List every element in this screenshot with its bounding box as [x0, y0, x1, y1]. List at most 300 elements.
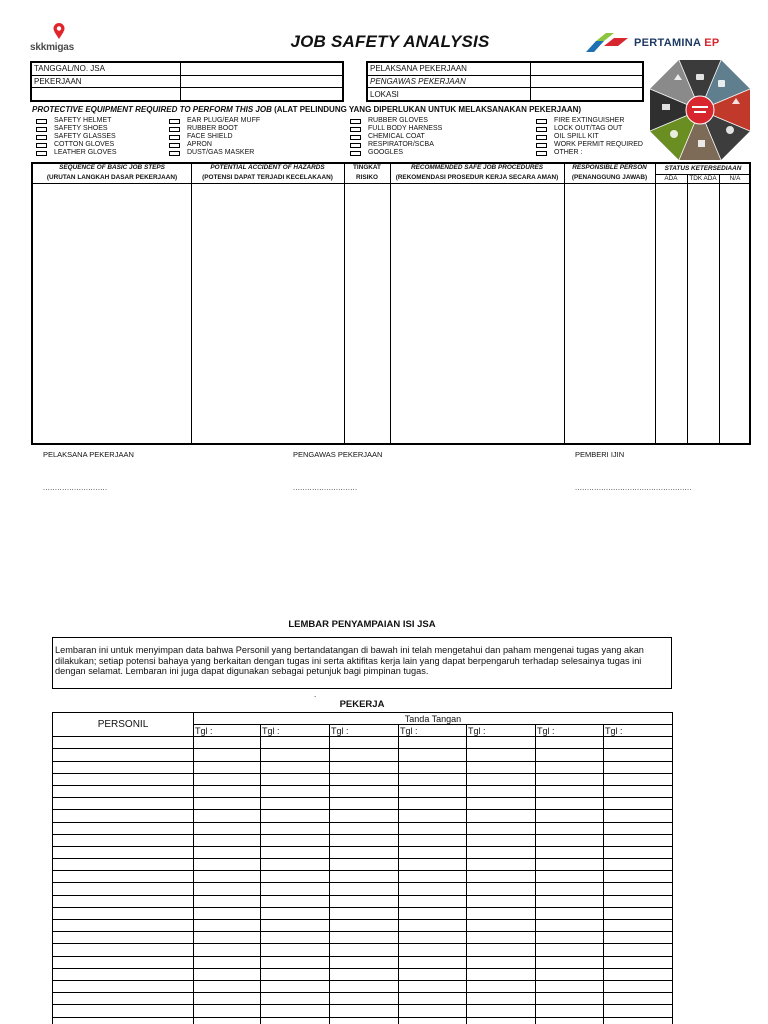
signature-cell[interactable]: [194, 980, 261, 992]
table-row: [53, 932, 673, 944]
personil-name-cell[interactable]: [53, 834, 194, 846]
signature-cell[interactable]: [604, 871, 673, 883]
signature-cell[interactable]: [399, 773, 467, 785]
table-row: [53, 834, 673, 846]
signature-cell[interactable]: [399, 761, 467, 773]
signature-cell[interactable]: [604, 785, 673, 797]
sig-line-pengawas[interactable]: ...........................: [293, 483, 358, 492]
signature-cell[interactable]: [194, 785, 261, 797]
sig-label-pelaksana: PELAKSANA PEKERJAAN: [43, 450, 134, 459]
ppe-item[interactable]: FACE SHIELD: [169, 133, 260, 141]
signature-cell[interactable]: [467, 1005, 536, 1017]
tgl-header[interactable]: Tgl :: [330, 725, 399, 737]
signature-cell[interactable]: [194, 920, 261, 932]
ppe-checkbox[interactable]: [350, 151, 361, 156]
tgl-header[interactable]: Tgl :: [536, 725, 604, 737]
ppe-checkbox[interactable]: [36, 119, 47, 124]
signature-cell[interactable]: [330, 920, 399, 932]
safety-octagon-icon: [648, 58, 752, 162]
table-row: [53, 749, 673, 761]
signature-cell[interactable]: [399, 846, 467, 858]
ppe-checkbox[interactable]: [536, 151, 547, 156]
signature-cell[interactable]: [330, 968, 399, 980]
ppe-checkbox[interactable]: [536, 127, 547, 132]
signature-cell[interactable]: [604, 993, 673, 1005]
ppe-checkbox[interactable]: [536, 143, 547, 148]
jsa-status-divider: [687, 174, 688, 443]
tgl-header[interactable]: Tgl :: [467, 725, 536, 737]
signature-cell[interactable]: [261, 822, 330, 834]
signature-cell[interactable]: [399, 834, 467, 846]
signature-cell[interactable]: [399, 871, 467, 883]
section-title-penyampaian: LEMBAR PENYAMPAIAN ISI JSA: [288, 619, 436, 630]
ppe-item[interactable]: SAFETY HELMET: [36, 117, 117, 125]
signature-cell[interactable]: [604, 944, 673, 956]
sig-label-pengawas: PENGAWAS PEKERJAAN: [293, 450, 383, 459]
signature-cell[interactable]: [536, 761, 604, 773]
signature-cell[interactable]: [467, 968, 536, 980]
signature-cell[interactable]: [194, 749, 261, 761]
info-box-left: [30, 61, 344, 102]
signature-cell[interactable]: [261, 883, 330, 895]
signature-cell[interactable]: [467, 785, 536, 797]
signature-cell[interactable]: [330, 810, 399, 822]
ppe-item[interactable]: APRON: [169, 141, 260, 149]
signature-cell[interactable]: [399, 907, 467, 919]
sig-line-pemberi-ijin[interactable]: .................................................: [575, 483, 692, 492]
pertamina-logo-text: PERTAMINA EP: [634, 37, 720, 49]
table-row: [53, 920, 673, 932]
signature-cell[interactable]: [467, 810, 536, 822]
signature-cell[interactable]: [194, 798, 261, 810]
signature-cell[interactable]: [536, 1005, 604, 1017]
tgl-header[interactable]: Tgl :: [399, 725, 467, 737]
signature-cell[interactable]: [604, 846, 673, 858]
personil-name-cell[interactable]: [53, 859, 194, 871]
signature-cell[interactable]: [536, 932, 604, 944]
signature-cell[interactable]: [467, 1017, 536, 1024]
signature-cell[interactable]: [604, 737, 673, 749]
signature-cell[interactable]: [194, 932, 261, 944]
signature-cell[interactable]: [261, 798, 330, 810]
personil-name-cell[interactable]: [53, 749, 194, 761]
ppe-title: PROTECTIVE EQUIPMENT REQUIRED TO PERFORM THIS JOB (ALAT PELINDUNG YANG DIPERLUKAN UNTUK MELAKSANAKAN PEKERJAAN): [32, 105, 582, 114]
ppe-checkbox[interactable]: [169, 143, 180, 148]
signature-cell[interactable]: [399, 798, 467, 810]
signature-cell[interactable]: [604, 749, 673, 761]
ppe-item[interactable]: LOCK OUT/TAG OUT: [536, 125, 643, 133]
ppe-item[interactable]: OIL SPILL KIT: [536, 133, 643, 141]
ppe-item[interactable]: EAR PLUG/EAR MUFF: [169, 117, 260, 125]
personil-table: [52, 712, 673, 1024]
jsa-header-na: N/A: [729, 175, 741, 182]
signature-cell[interactable]: [261, 968, 330, 980]
signature-cell[interactable]: [194, 846, 261, 858]
signature-cell[interactable]: [330, 993, 399, 1005]
signature-cell[interactable]: [194, 907, 261, 919]
signature-cell[interactable]: [399, 993, 467, 1005]
ppe-checkbox[interactable]: [350, 127, 361, 132]
signature-cell[interactable]: [604, 980, 673, 992]
signature-cell[interactable]: [604, 859, 673, 871]
signature-cell[interactable]: [330, 956, 399, 968]
signature-cell[interactable]: [604, 798, 673, 810]
signature-cell[interactable]: [604, 810, 673, 822]
signature-cell[interactable]: [536, 822, 604, 834]
signature-cell[interactable]: [330, 798, 399, 810]
signature-cell[interactable]: [194, 822, 261, 834]
personil-name-cell[interactable]: [53, 883, 194, 895]
signature-cell[interactable]: [536, 956, 604, 968]
signature-cell[interactable]: [330, 737, 399, 749]
signature-cell[interactable]: [467, 993, 536, 1005]
signature-cell[interactable]: [261, 993, 330, 1005]
ppe-checkbox[interactable]: [169, 151, 180, 156]
signature-cell[interactable]: [261, 859, 330, 871]
signature-cell[interactable]: [467, 737, 536, 749]
signature-cell[interactable]: [604, 956, 673, 968]
signature-cell[interactable]: [261, 980, 330, 992]
tgl-header[interactable]: Tgl :: [604, 725, 673, 737]
signature-cell[interactable]: [536, 737, 604, 749]
signature-cell[interactable]: [194, 968, 261, 980]
signature-cell[interactable]: [536, 810, 604, 822]
ppe-item[interactable]: RUBBER GLOVES: [350, 117, 442, 125]
signature-cell[interactable]: [604, 895, 673, 907]
ppe-column-4: [536, 117, 643, 157]
signature-cell[interactable]: [194, 1005, 261, 1017]
signature-cell[interactable]: [261, 834, 330, 846]
personil-name-cell[interactable]: [53, 822, 194, 834]
signature-cell[interactable]: [467, 859, 536, 871]
personil-name-cell[interactable]: [53, 968, 194, 980]
personil-name-cell[interactable]: [53, 761, 194, 773]
signature-cell[interactable]: [536, 968, 604, 980]
signature-cell[interactable]: [261, 785, 330, 797]
signature-cell[interactable]: [261, 1017, 330, 1024]
pengawas-field[interactable]: [530, 75, 642, 87]
info-left-blank-label: [32, 88, 180, 100]
signature-cell[interactable]: [330, 1017, 399, 1024]
signature-cell[interactable]: [399, 980, 467, 992]
jsa-header-risk: TINGKAT: [353, 164, 381, 171]
signature-cell[interactable]: [604, 968, 673, 980]
signature-cell[interactable]: [467, 956, 536, 968]
ppe-item[interactable]: CHEMICAL COAT: [350, 133, 442, 141]
signature-cell[interactable]: [330, 871, 399, 883]
signature-cell[interactable]: [536, 773, 604, 785]
ppe-checkbox[interactable]: [36, 151, 47, 156]
table-row: [53, 980, 673, 992]
signature-cell[interactable]: [261, 932, 330, 944]
ppe-item[interactable]: GOOGLES: [350, 149, 442, 157]
signature-cell[interactable]: [399, 895, 467, 907]
signature-cell[interactable]: [194, 773, 261, 785]
personil-name-cell[interactable]: [53, 944, 194, 956]
signature-cell[interactable]: [261, 737, 330, 749]
signature-cell[interactable]: [194, 834, 261, 846]
signature-cell[interactable]: [536, 834, 604, 846]
lokasi-label: LOKASI: [370, 89, 399, 99]
ppe-item[interactable]: OTHER :: [536, 149, 643, 157]
signature-cell[interactable]: [330, 749, 399, 761]
signature-cell[interactable]: [467, 834, 536, 846]
signature-cell[interactable]: [536, 944, 604, 956]
signature-cell[interactable]: [194, 993, 261, 1005]
signature-cell[interactable]: [194, 871, 261, 883]
tgl-header[interactable]: Tgl :: [261, 725, 330, 737]
ppe-checkbox[interactable]: [536, 135, 547, 140]
sig-label-pemberi-ijin: PEMBERI IJIN: [575, 450, 625, 459]
personil-name-cell[interactable]: [53, 993, 194, 1005]
signature-cell[interactable]: [467, 749, 536, 761]
signature-cell[interactable]: [604, 883, 673, 895]
signature-cell[interactable]: [194, 883, 261, 895]
pengawas-label: PENGAWAS PEKERJAAN: [368, 75, 530, 87]
signature-cell[interactable]: [536, 1017, 604, 1024]
signature-cell[interactable]: [604, 1005, 673, 1017]
table-row: [53, 785, 673, 797]
jsa-responsible-cell[interactable]: [565, 184, 655, 443]
signature-cell[interactable]: [261, 871, 330, 883]
signature-cell[interactable]: [536, 871, 604, 883]
jsa-hazards-cell[interactable]: [192, 184, 344, 443]
signature-cell[interactable]: [261, 810, 330, 822]
signature-cell[interactable]: [261, 907, 330, 919]
signature-cell[interactable]: [399, 883, 467, 895]
personil-name-cell[interactable]: [53, 798, 194, 810]
signature-cell[interactable]: [467, 773, 536, 785]
ppe-checkbox[interactable]: [350, 135, 361, 140]
personil-name-cell[interactable]: [53, 932, 194, 944]
signature-cell[interactable]: [467, 932, 536, 944]
signature-cell[interactable]: [467, 980, 536, 992]
pelaksana-field[interactable]: [530, 63, 642, 75]
signature-cell[interactable]: [536, 920, 604, 932]
pekerjaan-label: PEKERJAAN: [32, 75, 180, 87]
signature-cell[interactable]: [261, 895, 330, 907]
signature-cell[interactable]: [194, 859, 261, 871]
signature-cell[interactable]: [194, 895, 261, 907]
ppe-item[interactable]: LEATHER GLOVES: [36, 149, 117, 157]
personil-name-cell[interactable]: [53, 773, 194, 785]
signature-cell[interactable]: [194, 1017, 261, 1024]
signature-cell[interactable]: [604, 907, 673, 919]
signature-cell[interactable]: [261, 1005, 330, 1017]
signature-cell[interactable]: [604, 1017, 673, 1024]
signature-cell[interactable]: [330, 944, 399, 956]
signature-cell[interactable]: [194, 737, 261, 749]
ppe-item[interactable]: DUST/GAS MASKER: [169, 149, 260, 157]
signature-cell[interactable]: [399, 749, 467, 761]
table-row: [53, 895, 673, 907]
ppe-item[interactable]: FIRE EXTINGUISHER: [536, 117, 643, 125]
signature-cell[interactable]: [536, 749, 604, 761]
signature-cell[interactable]: [330, 932, 399, 944]
jsa-header-procedures-id: (REKOMENDASI PROSEDUR KERJA SECARA AMAN): [395, 174, 559, 181]
signature-cell[interactable]: [194, 956, 261, 968]
info-left-blank-field[interactable]: [180, 88, 342, 100]
jsa-header-status: STATUS KETERSEDIAAN: [664, 165, 742, 172]
signature-cell[interactable]: [261, 773, 330, 785]
signature-cell[interactable]: [330, 761, 399, 773]
ppe-column-2: [169, 117, 260, 157]
sig-line-pelaksana[interactable]: ...........................: [43, 483, 108, 492]
signature-cell[interactable]: [536, 895, 604, 907]
signature-cell[interactable]: [330, 834, 399, 846]
signature-cell[interactable]: [604, 932, 673, 944]
jsa-risk-cell[interactable]: [345, 184, 390, 443]
pekerja-title: PEKERJA: [339, 699, 385, 710]
lokasi-field[interactable]: [530, 88, 642, 100]
signature-cell[interactable]: [261, 749, 330, 761]
signature-cell[interactable]: [467, 871, 536, 883]
signature-cell[interactable]: [330, 980, 399, 992]
tanggal-field[interactable]: [180, 63, 342, 75]
signature-cell[interactable]: [467, 920, 536, 932]
signature-cell[interactable]: [330, 859, 399, 871]
ppe-checkbox[interactable]: [169, 135, 180, 140]
tgl-header[interactable]: Tgl :: [194, 725, 261, 737]
signature-cell[interactable]: [399, 810, 467, 822]
signature-cell[interactable]: [399, 920, 467, 932]
signature-cell[interactable]: [261, 956, 330, 968]
personil-name-cell[interactable]: [53, 907, 194, 919]
signature-cell[interactable]: [261, 846, 330, 858]
ppe-checkbox[interactable]: [536, 119, 547, 124]
info-box-right: [366, 61, 644, 102]
jsa-header-hazards-id: (POTENSI DAPAT TERJADI KECELAKAAN): [202, 174, 333, 181]
ppe-checkbox[interactable]: [36, 135, 47, 140]
signature-cell[interactable]: [261, 944, 330, 956]
signature-cell[interactable]: [536, 907, 604, 919]
tanda-tangan-header: Tanda Tangan: [194, 713, 673, 725]
signature-cell[interactable]: [467, 907, 536, 919]
ppe-item[interactable]: FULL BODY HARNESS: [350, 125, 442, 133]
signature-cell[interactable]: [261, 761, 330, 773]
signature-cell[interactable]: [536, 993, 604, 1005]
signature-cell[interactable]: [330, 846, 399, 858]
table-row: [53, 871, 673, 883]
ppe-checkbox[interactable]: [169, 119, 180, 124]
signature-cell[interactable]: [536, 798, 604, 810]
signature-cell[interactable]: [194, 810, 261, 822]
ppe-item[interactable]: SAFETY GLASSES: [36, 133, 117, 141]
signature-cell[interactable]: [536, 859, 604, 871]
signature-cell[interactable]: [399, 785, 467, 797]
signature-cell[interactable]: [536, 785, 604, 797]
ppe-checkbox[interactable]: [350, 143, 361, 148]
signature-cell[interactable]: [536, 846, 604, 858]
table-row: [53, 1017, 673, 1024]
signature-cell[interactable]: [604, 761, 673, 773]
signature-cell[interactable]: [467, 895, 536, 907]
signature-cell[interactable]: [604, 822, 673, 834]
personil-name-cell[interactable]: [53, 895, 194, 907]
signature-cell[interactable]: [330, 907, 399, 919]
personil-name-cell[interactable]: [53, 785, 194, 797]
signature-cell[interactable]: [399, 859, 467, 871]
signature-cell[interactable]: [467, 883, 536, 895]
signature-cell[interactable]: [330, 883, 399, 895]
signature-cell[interactable]: [330, 773, 399, 785]
jsa-procedures-cell[interactable]: [391, 184, 564, 443]
signature-cell[interactable]: [536, 883, 604, 895]
ppe-item[interactable]: SAFETY SHOES: [36, 125, 117, 133]
table-row: [53, 859, 673, 871]
pelaksana-label: PELAKSANA PEKERJAAN: [368, 63, 530, 75]
jsa-status-divider: [719, 174, 720, 443]
table-row: [53, 956, 673, 968]
signature-cell[interactable]: [467, 944, 536, 956]
signature-cell[interactable]: [399, 1005, 467, 1017]
ppe-checkbox[interactable]: [36, 143, 47, 148]
ppe-item[interactable]: COTTON GLOVES: [36, 141, 117, 149]
signature-cell[interactable]: [399, 737, 467, 749]
ppe-checkbox[interactable]: [36, 127, 47, 132]
ppe-column-1: [36, 117, 117, 157]
signature-cell[interactable]: [194, 761, 261, 773]
skkmigas-logo: [30, 22, 90, 56]
signature-cell[interactable]: [467, 822, 536, 834]
personil-header: PERSONIL: [53, 713, 194, 737]
signature-cell[interactable]: [604, 920, 673, 932]
tanggal-label: TANGGAL/NO. JSA: [32, 63, 180, 75]
table-row: [53, 883, 673, 895]
table-row: [53, 993, 673, 1005]
signature-cell[interactable]: [399, 932, 467, 944]
personil-name-cell[interactable]: [53, 1005, 194, 1017]
personil-name-cell[interactable]: [53, 871, 194, 883]
personil-name-cell[interactable]: [53, 846, 194, 858]
ppe-item[interactable]: RUBBER BOOT: [169, 125, 260, 133]
signature-cell[interactable]: [330, 785, 399, 797]
signature-cell[interactable]: [330, 895, 399, 907]
ppe-item[interactable]: RESPIRATOR/SCBA: [350, 141, 442, 149]
signature-cell[interactable]: [467, 846, 536, 858]
personil-name-cell[interactable]: [53, 1017, 194, 1024]
signature-cell[interactable]: [399, 956, 467, 968]
ppe-item[interactable]: WORK PERMIT REQUIRED: [536, 141, 643, 149]
signature-cell[interactable]: [467, 798, 536, 810]
ppe-checkbox[interactable]: [350, 119, 361, 124]
signature-cell[interactable]: [536, 980, 604, 992]
personil-name-cell[interactable]: [53, 737, 194, 749]
jsa-steps-cell[interactable]: [33, 184, 191, 443]
pekerjaan-field[interactable]: [180, 75, 342, 87]
signature-cell[interactable]: [604, 773, 673, 785]
jsa-header-steps-id: (URUTAN LANGKAH DASAR PEKERJAAN): [46, 174, 178, 181]
personil-name-cell[interactable]: [53, 956, 194, 968]
personil-name-cell[interactable]: [53, 980, 194, 992]
personil-name-cell[interactable]: [53, 810, 194, 822]
signature-cell[interactable]: [399, 944, 467, 956]
skkmigas-mark-icon: [52, 22, 66, 40]
ppe-checkbox[interactable]: [169, 127, 180, 132]
signature-cell[interactable]: [194, 944, 261, 956]
signature-cell[interactable]: [330, 822, 399, 834]
signature-cell[interactable]: [330, 1005, 399, 1017]
signature-cell[interactable]: [399, 822, 467, 834]
table-row: [53, 761, 673, 773]
signature-cell[interactable]: [604, 834, 673, 846]
signature-cell[interactable]: [261, 920, 330, 932]
table-row: [53, 773, 673, 785]
signature-cell[interactable]: [399, 968, 467, 980]
signature-cell[interactable]: [467, 761, 536, 773]
personil-name-cell[interactable]: [53, 920, 194, 932]
signature-cell[interactable]: [399, 1017, 467, 1024]
